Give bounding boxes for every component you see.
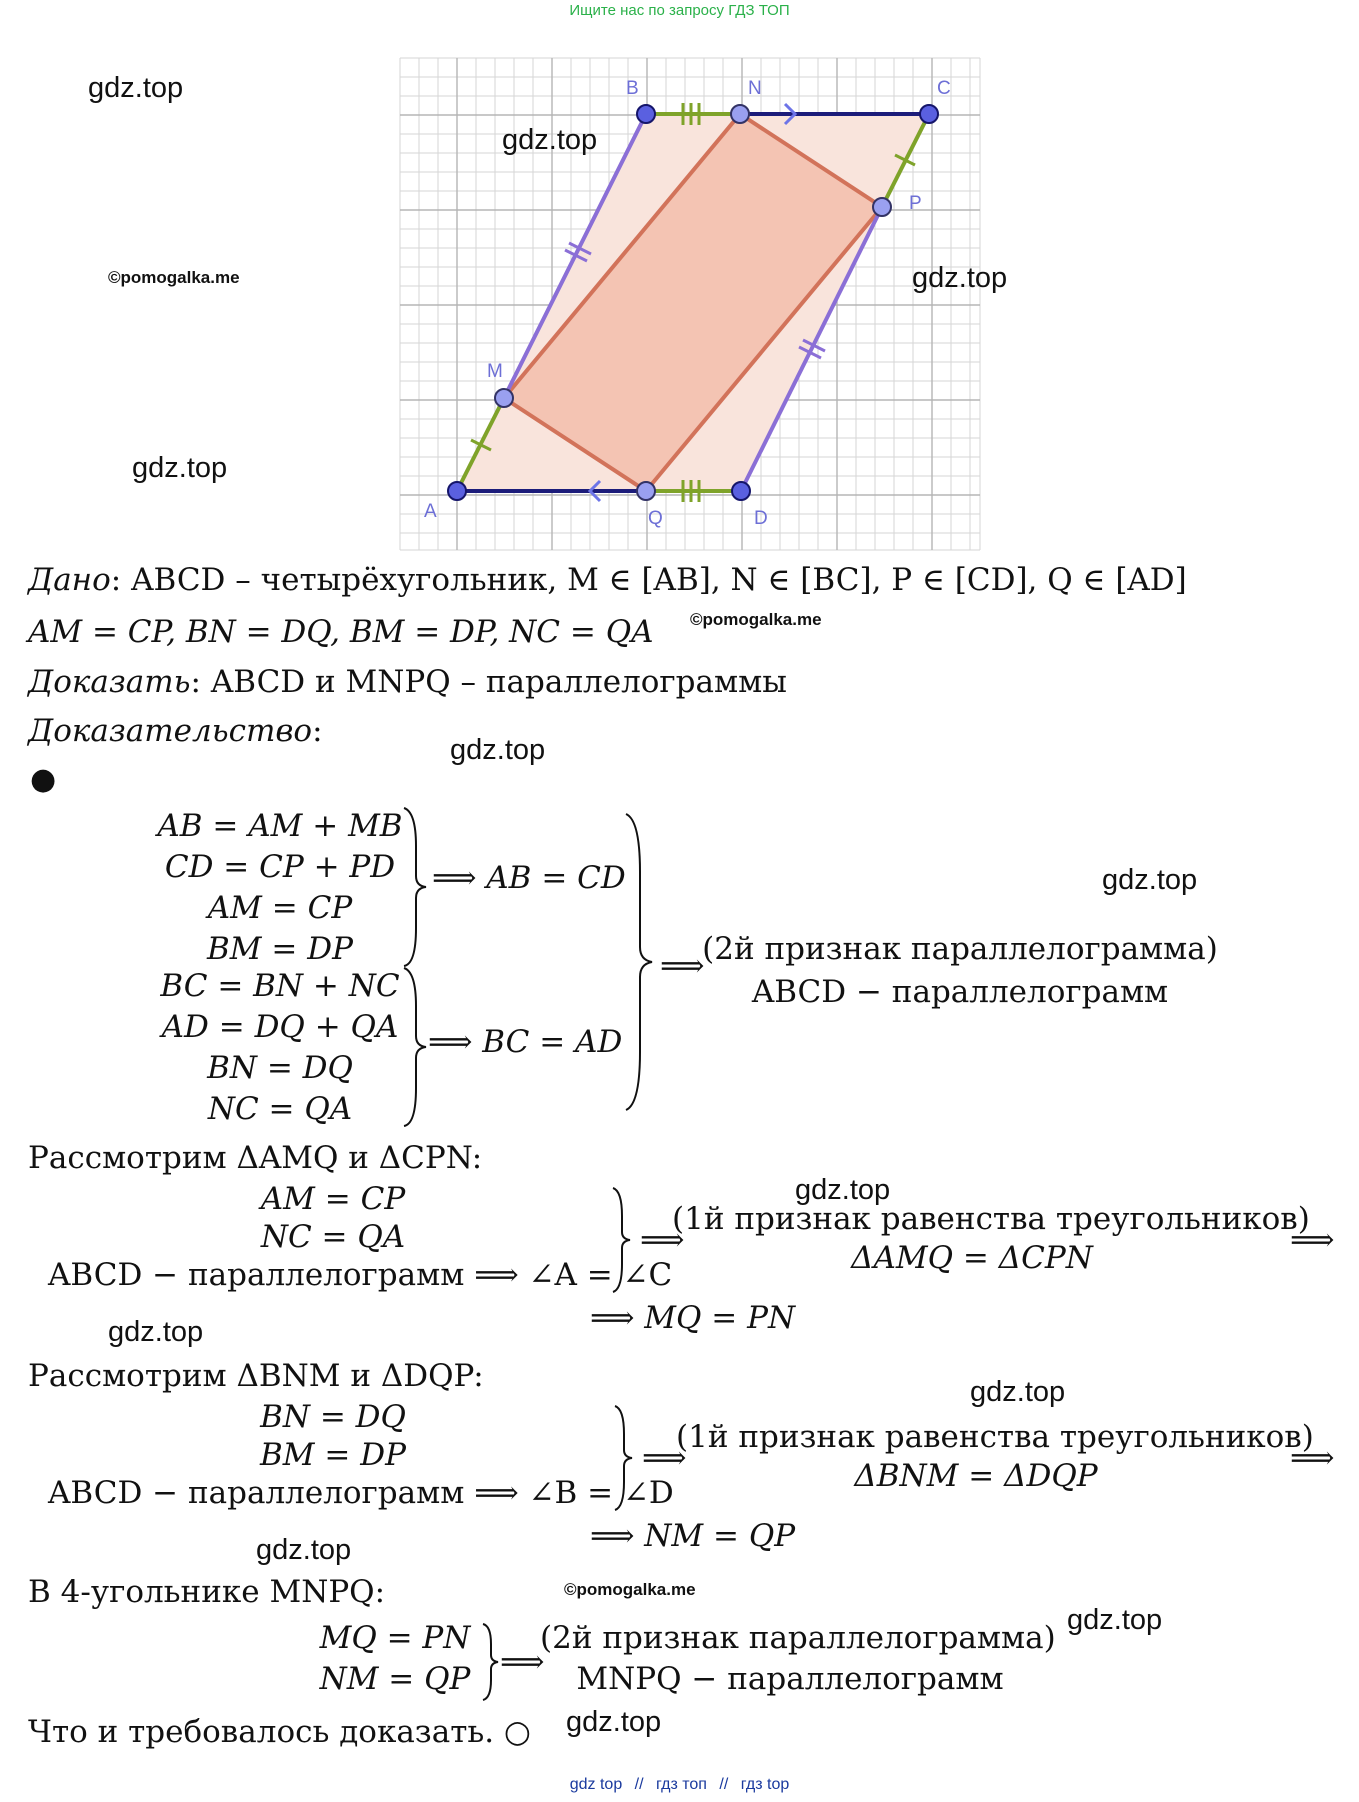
vertex-d — [732, 482, 750, 500]
step2-result: ⟹ MQ = PN — [590, 1300, 796, 1336]
top-banner: Ищите нас по запросу ГДЗ ТОП — [569, 2, 790, 19]
equation: ABCD − параллелограмм ⟹ ∠A = ∠C — [48, 1257, 673, 1293]
label-n: N — [748, 78, 762, 99]
step4-heading: В 4-угольнике MNPQ: — [28, 1574, 386, 1610]
vertex-p — [873, 198, 891, 216]
watermark-gdz: gdz.top — [970, 1376, 1066, 1408]
footer-link[interactable]: гдз top — [740, 1776, 790, 1793]
equation: BC = BN + NC — [160, 968, 400, 1004]
label-d: D — [754, 508, 768, 529]
conclusion-result: ΔBNM = ΔDQP — [854, 1458, 1098, 1494]
brace-right — [400, 806, 430, 968]
given-equalities: AM = CP, BN = DQ, BM = DP, NC = QA — [28, 614, 654, 650]
watermark-pomogalka: ©pomogalka.me — [564, 1580, 696, 1599]
conclusion-reason: (2й признак параллелограмма) — [540, 1620, 1056, 1656]
equation: AM = CP — [260, 1181, 406, 1217]
step2-arrow: ⟹ — [640, 1222, 685, 1258]
watermark-gdz: gdz.top — [108, 1316, 204, 1348]
brace-right — [400, 966, 430, 1128]
watermark-gdz: gdz.top — [256, 1534, 352, 1566]
step4-arrow: ⟹ — [500, 1644, 545, 1680]
equation: BM = DP — [260, 1437, 406, 1473]
watermark-gdz: gdz.top — [795, 1174, 891, 1206]
watermark-gdz: gdz.top — [1102, 864, 1198, 896]
step2-heading: Рассмотрим ΔAMQ и ΔCPN: — [28, 1140, 483, 1176]
vertex-q — [637, 482, 655, 500]
footer-separator: // — [634, 1776, 644, 1793]
equation: CD = CP + PD — [164, 849, 396, 885]
proof-label: Доказательство — [28, 713, 313, 749]
conclusion-result: MNPQ − параллелограмм — [576, 1661, 1004, 1697]
equation: NC = QA — [207, 1091, 353, 1127]
watermark-gdz: gdz.top — [132, 452, 228, 484]
watermark-gdz: gdz.top — [502, 124, 598, 156]
step1-group2 — [140, 966, 420, 1130]
step3-result: ⟹ NM = QP — [590, 1518, 796, 1554]
footer-separator: // — [719, 1776, 729, 1793]
step2-conclusion — [672, 1200, 1310, 1278]
equation: MQ = PN — [319, 1620, 471, 1656]
vertex-a — [448, 482, 466, 500]
brace-right — [612, 1404, 636, 1512]
vertex-b — [637, 105, 655, 123]
footer-link[interactable]: гдз топ — [656, 1776, 707, 1793]
step3-heading: Рассмотрим ΔBNM и ΔDQP: — [28, 1358, 484, 1394]
conclusion-reason: (1й признак равенства треугольников) — [672, 1201, 1310, 1237]
vertex-c — [920, 105, 938, 123]
watermark-pomogalka: ©pomogalka.me — [108, 268, 240, 287]
watermark-pomogalka: ©pomogalka.me — [690, 610, 822, 629]
bullet: ● — [30, 762, 57, 797]
footer-links — [0, 1776, 1359, 1794]
conclusion-reason: (1й признак равенства треугольников) — [676, 1419, 1314, 1455]
watermark-gdz: gdz.top — [566, 1706, 662, 1738]
equation: BM = DP — [207, 931, 353, 967]
step3-arrow-end: ⟹ — [1290, 1440, 1335, 1476]
parallelogram-figure — [395, 55, 995, 555]
step3-arrow: ⟹ — [642, 1440, 687, 1476]
watermark-gdz: gdz.top — [450, 734, 546, 766]
qed-text: Что и требовалось доказать. ○ — [28, 1714, 531, 1750]
conclusion-result: ABCD − параллелограмм — [751, 974, 1169, 1010]
step1-group1 — [140, 806, 420, 970]
equation: ABCD − параллелограмм ⟹ ∠B = ∠D — [48, 1475, 674, 1511]
equation: NM = QP — [319, 1661, 471, 1697]
vertex-m — [495, 389, 513, 407]
step1-conclusion — [700, 928, 1220, 1014]
step3-conclusion — [676, 1418, 1314, 1496]
proof-heading — [28, 713, 323, 749]
step1-arrow: ⟹ — [660, 948, 705, 984]
step1-result2: ⟹ BC = AD — [428, 1024, 623, 1060]
label-q: Q — [648, 508, 663, 529]
equation: AD = DQ + QA — [161, 1009, 399, 1045]
watermark-gdz: gdz.top — [1067, 1604, 1163, 1636]
watermark-gdz: gdz.top — [912, 262, 1008, 294]
given-label: Дано — [28, 562, 111, 598]
label-c: C — [937, 78, 951, 99]
equation: AB = AM + MB — [157, 808, 403, 844]
conclusion-reason: (2й признак параллелограмма) — [702, 931, 1218, 967]
label-b: B — [626, 78, 639, 99]
step3-conditions — [48, 1398, 674, 1512]
equation: NC = QA — [260, 1219, 406, 1255]
prove-line — [28, 664, 787, 700]
step1-result1: ⟹ AB = CD — [432, 860, 626, 896]
step2-conditions — [48, 1180, 673, 1294]
step4-conditions — [300, 1618, 490, 1700]
watermark-gdz: gdz.top — [88, 72, 184, 104]
equation: AM = CP — [207, 890, 353, 926]
step4-conclusion — [540, 1618, 1056, 1700]
footer-link[interactable]: gdz top — [569, 1776, 623, 1793]
prove-label: Доказать — [28, 664, 191, 700]
conclusion-result: ΔAMQ = ΔCPN — [851, 1240, 1093, 1276]
prove-text: : ABCD и MNPQ – параллелограммы — [190, 664, 787, 700]
proof-colon: : — [312, 713, 323, 749]
big-brace-right — [622, 812, 656, 1112]
equation: BN = DQ — [207, 1050, 353, 1086]
label-m: M — [487, 361, 503, 382]
label-a: A — [424, 501, 437, 522]
brace-right — [610, 1186, 634, 1294]
equation: BN = DQ — [260, 1399, 406, 1435]
brace-right — [480, 1622, 502, 1702]
given-text: : ABCD – четырёхугольник, M ∈ [AB], N ∈ [BC], P ∈ [CD], Q ∈ [AD] — [110, 562, 1187, 598]
vertex-n — [731, 105, 749, 123]
label-p: P — [909, 193, 922, 214]
step2-arrow-end: ⟹ — [1290, 1222, 1335, 1258]
given-line — [28, 562, 1187, 598]
